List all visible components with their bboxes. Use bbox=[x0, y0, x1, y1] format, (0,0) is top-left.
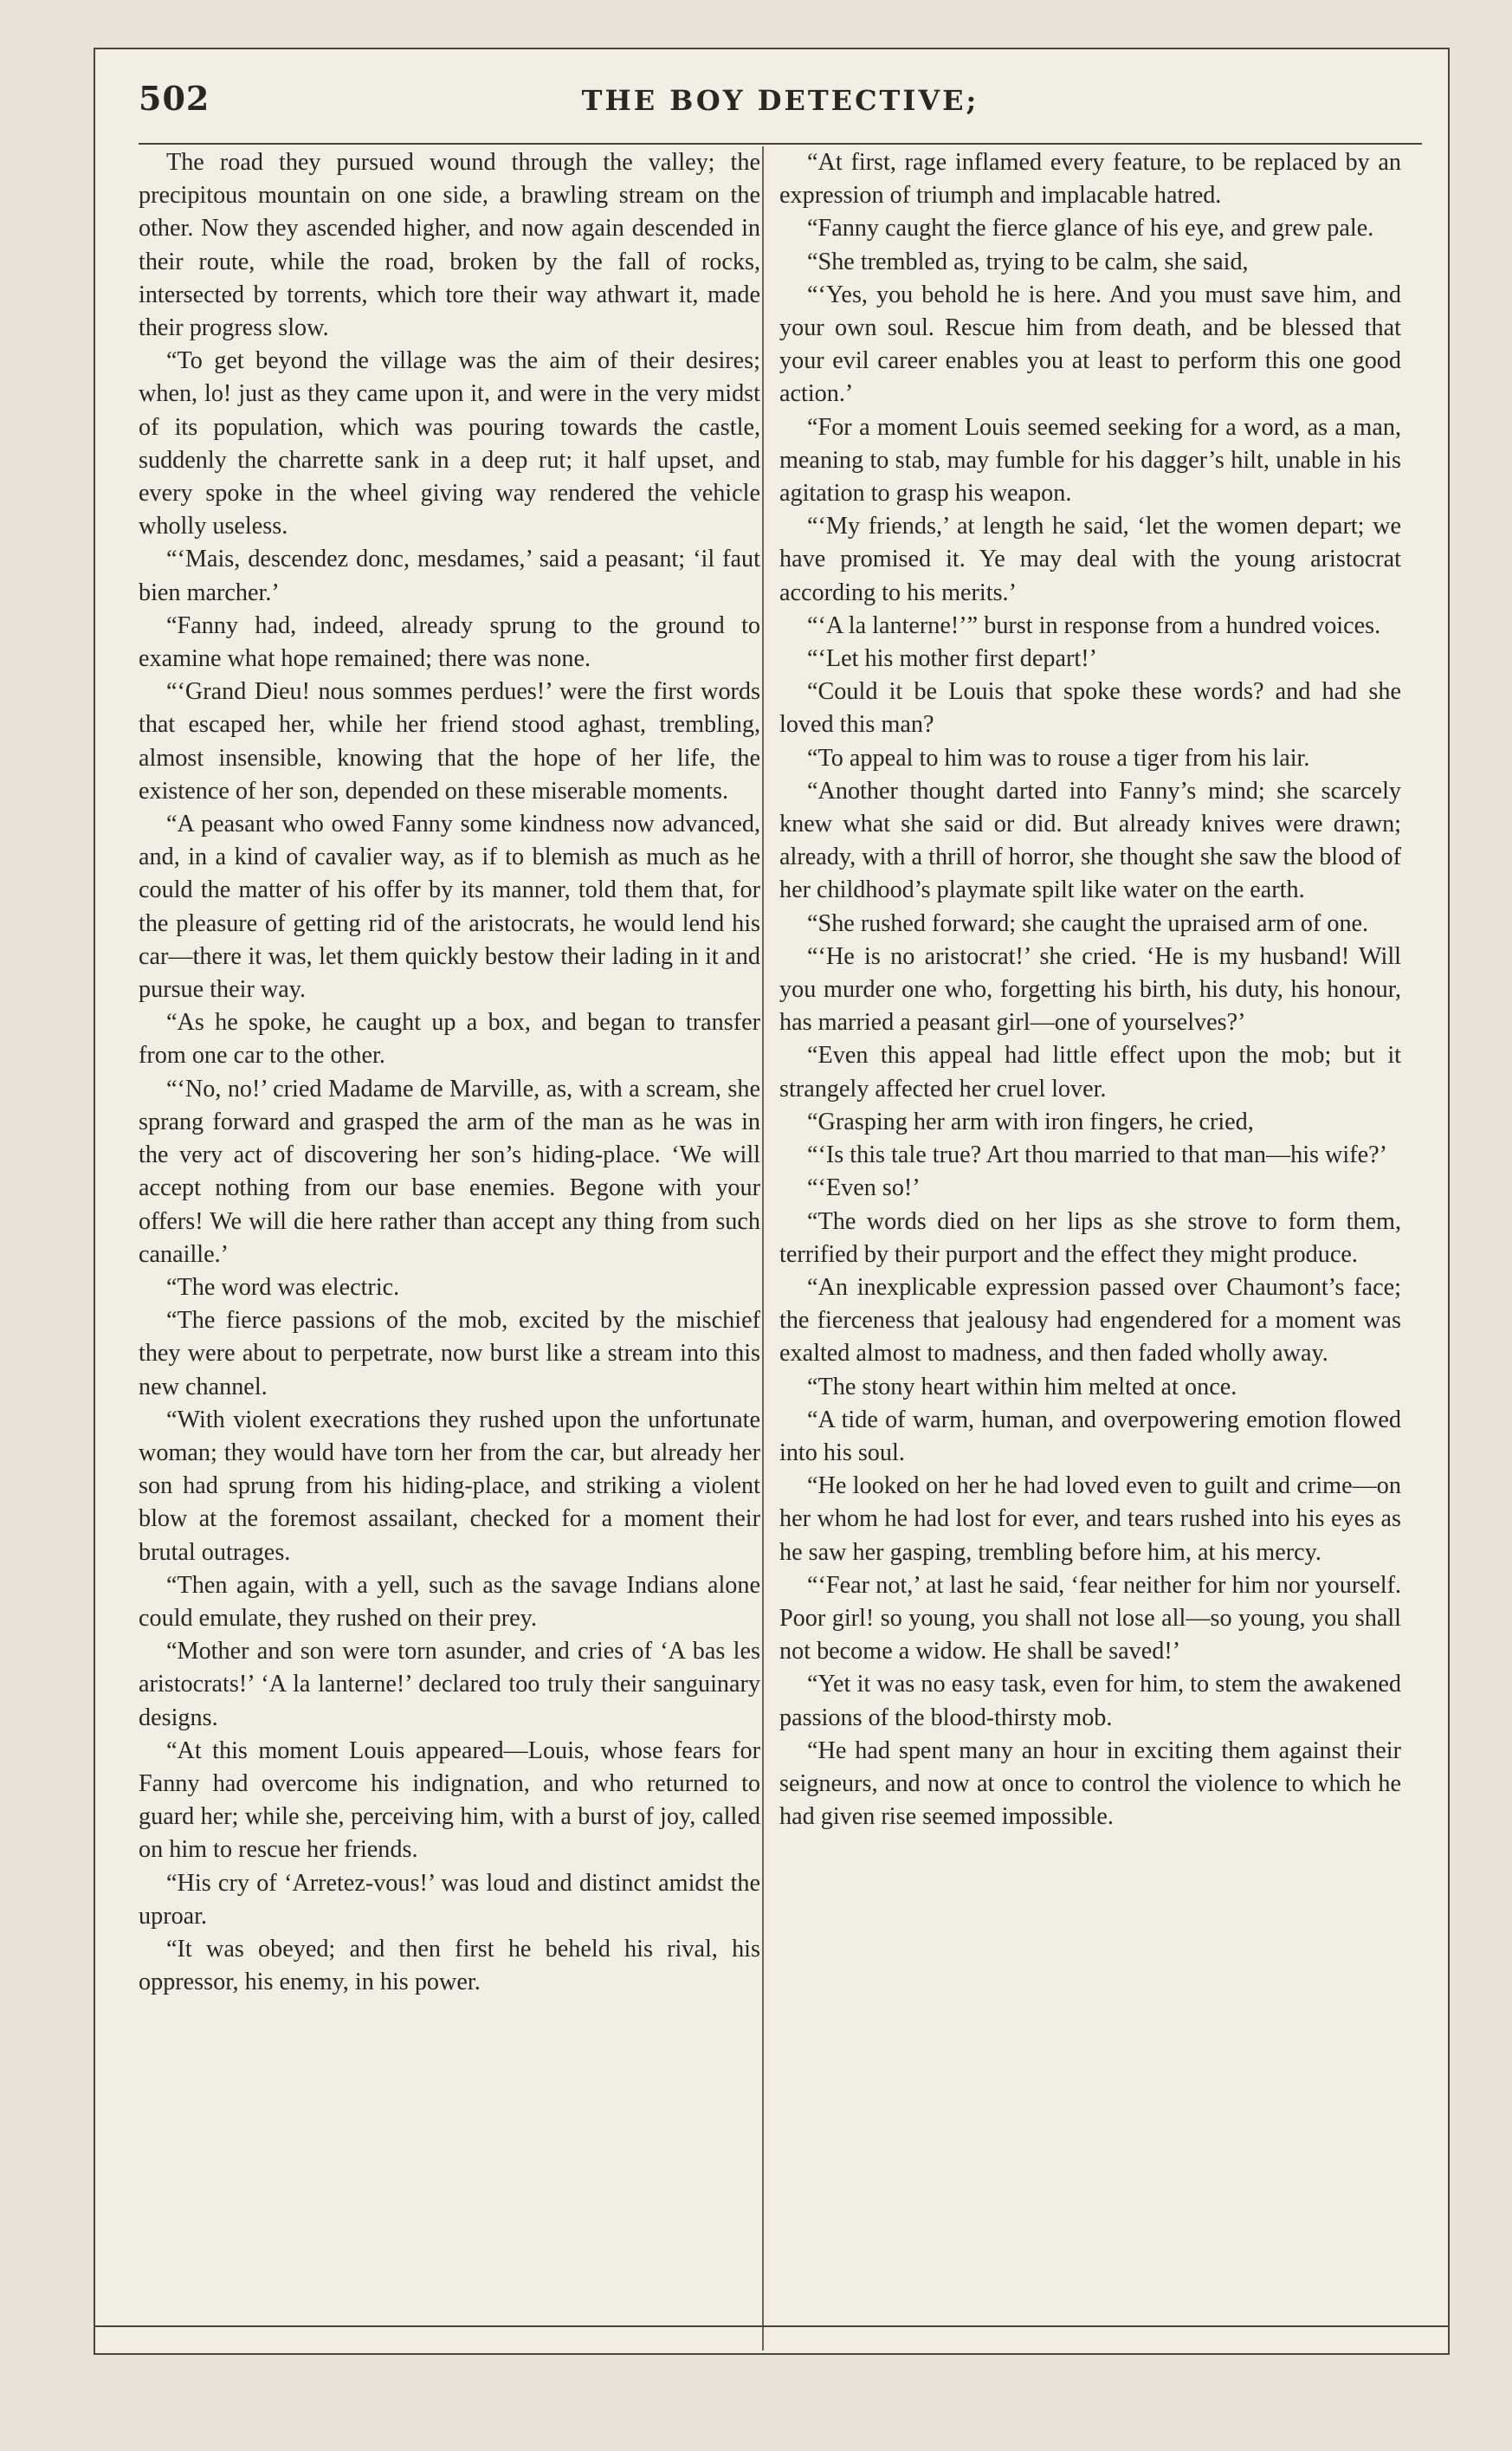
paragraph: “‘A la lanterne!’” burst in response from a hundred voices. bbox=[807, 611, 1381, 639]
paragraph: “For a moment Louis seemed seeking for a word, as a man, meaning to stab, may fumble for his dagger’s hilt, unable in his agitation to grasp his weapon. bbox=[779, 413, 1401, 508]
right-column bbox=[779, 146, 1401, 1833]
paragraph: “To get beyond the village was the aim of their desires; when, lo! just as they came upon it, and were in the very midst of its population, which was pouring towards the castle, suddenly the charrette sank in a deep rut; it half upset, and every spoke in the wheel giving way rendered the vehicle wholly useless. bbox=[139, 347, 760, 540]
column-divider bbox=[762, 146, 764, 2351]
paragraph: “Even this appeal had little effect upon the mob; but it strangely affected her cruel lover. bbox=[779, 1042, 1401, 1103]
paragraph: “The words died on her lips as she strove to form them, terrified by their purport and the effect they might produce. bbox=[779, 1207, 1401, 1268]
paragraph: “A tide of warm, human, and overpowering emotion flowed into his soul. bbox=[779, 1406, 1401, 1466]
paragraph: “The word was electric. bbox=[166, 1273, 400, 1301]
footer-rule bbox=[95, 2325, 1448, 2327]
paragraph: “Fanny had, indeed, already sprung to the ground to examine what hope remained; there was none. bbox=[139, 611, 760, 673]
paragraph: “At this moment Louis appeared—Louis, whose fears for Fanny had overcome his indignation, and who returned to guard her; while she, perceiving him, with a burst of joy, called on him to rescue her friends. bbox=[139, 1736, 760, 1864]
paragraph: “‘Grand Dieu! nous sommes perdues!’ were the first words that escaped her, while her friend stood aghast, trembling, almost insensible, knowing that the hope of her life, the existence of her son, depended on these miserable moments. bbox=[139, 678, 760, 805]
paragraph: The road they pursued wound through the valley; the precipitous mountain on one side, a brawling stream on the other. Now they ascended higher, and now again descended in their route, while the road, broken by the fall of rocks, intersected by torrents, which tore their way athwart it, made their progress slow. bbox=[139, 149, 760, 342]
paragraph: “He had spent many an hour in exciting them against their seigneurs, and now at once to control the violence to which he had given rise seemed impossible. bbox=[779, 1736, 1401, 1831]
paragraph: “She rushed forward; she caught the upraised arm of one. bbox=[807, 909, 1369, 937]
paragraph: “As he spoke, he caught up a box, and began to transfer from one car to the other. bbox=[139, 1009, 760, 1070]
paragraph: “‘Fear not,’ at last he said, ‘fear neither for him nor yourself. Poor girl! so young, you shall not lose all—so young, you shall not become a widow. He shall be saved!’ bbox=[779, 1571, 1401, 1665]
page-number: 502 bbox=[139, 79, 210, 118]
paragraph: “‘Mais, descendez donc, mesdames,’ said a peasant; ‘il faut bien marcher.’ bbox=[139, 546, 760, 606]
left-column bbox=[139, 146, 760, 1999]
paragraph: “It was obeyed; and then first he beheld his rival, his oppressor, his enemy, in his power. bbox=[139, 1935, 760, 1996]
running-title: THE BOY DETECTIVE; bbox=[581, 84, 979, 117]
paragraph: “With violent execrations they rushed upon the unfortunate woman; they would have torn her from the car, but already her son had sprung from his hiding-place, and striking a violent blow at the foremost assailant, checked for a moment their brutal outrages. bbox=[139, 1406, 760, 1566]
paragraph: “‘No, no!’ cried Madame de Marville, as, with a scream, she sprang forward and grasped the arm of the man as he was in the very act of discovering her son’s hiding-place. ‘We will accept nothing from our base enemies. Begone with your offers! We will die here rather than accept any thing from such canaille.’ bbox=[139, 1075, 760, 1268]
paragraph: “‘Yes, you behold he is here. And you must save him, and your own soul. Rescue him from death, and be blessed that your evil career enables you at least to perform this one good action.’ bbox=[779, 281, 1401, 408]
paragraph: “‘Even so!’ bbox=[807, 1174, 921, 1202]
page-header bbox=[139, 74, 1422, 145]
paragraph: “Then again, with a yell, such as the savage Indians alone could emulate, they rushed on their prey. bbox=[139, 1571, 760, 1632]
paragraph: “‘Is this tale true? Art thou married to that man—his wife?’ bbox=[807, 1141, 1388, 1169]
paragraph: “His cry of ‘Arretez-vous!’ was loud and distinct amidst the uproar. bbox=[139, 1869, 760, 1930]
paragraph: “Grasping her arm with iron fingers, he cried, bbox=[807, 1108, 1254, 1135]
paragraph: “‘He is no aristocrat!’ she cried. ‘He is my husband! Will you murder one who, forgetting his birth, his duty, his honour, has married a peasant girl—one of yourselves?’ bbox=[779, 942, 1401, 1037]
paragraph: “‘My friends,’ at length he said, ‘let the women depart; we have promised it. Ye may deal with the young aristocrat according to his merits.’ bbox=[779, 513, 1401, 606]
paragraph: “The stony heart within him melted at once. bbox=[807, 1373, 1237, 1400]
paragraph: “Mother and son were torn asunder, and cries of ‘A bas les aristocrats!’ ‘A la lanterne!’ declared too truly their sanguinary designs. bbox=[139, 1638, 760, 1731]
paragraph: “Yet it was no easy task, even for him, to stem the awakened passions of the blood-thirsty mob. bbox=[779, 1671, 1401, 1731]
paragraph: “Could it be Louis that spoke these words? and had she loved this man? bbox=[779, 678, 1401, 739]
book-page bbox=[94, 48, 1450, 2355]
paragraph: “At first, rage inflamed every feature, to be replaced by an expression of triumph and implacable hatred. bbox=[779, 149, 1401, 210]
paragraph: “He looked on her he had loved even to guilt and crime—on her whom he had lost for ever, and tears rushed into his eyes as he saw her gasping, trembling before him, at his mercy. bbox=[779, 1472, 1401, 1566]
paragraph: “She trembled as, trying to be calm, she said, bbox=[807, 248, 1249, 275]
paragraph: “Fanny caught the fierce glance of his eye, and grew pale. bbox=[807, 215, 1374, 243]
paragraph: “To appeal to him was to rouse a tiger from his lair. bbox=[807, 744, 1310, 772]
paragraph: “A peasant who owed Fanny some kindness now advanced, and, in a kind of cavalier way, as if to blemish as much as he could the matter of his offer by its manner, told them that, for the pleasure of getting rid of the aristocrats, he would lend his car—there it was, let them quickly bestow their lading in it and pursue their way. bbox=[139, 811, 760, 1004]
paragraph: “The fierce passions of the mob, excited by the mischief they were about to perpetrate, now burst like a stream into this new channel. bbox=[139, 1307, 760, 1400]
paragraph: “Another thought darted into Fanny’s mind; she scarcely knew what she said or did. But already knives were drawn; already, with a thrill of horror, she thought she saw the blood of her childhood’s playmate spilt like water on the earth. bbox=[779, 777, 1401, 904]
paragraph: “An inexplicable expression passed over Chaumont’s face; the fierceness that jealousy had engendered for a moment was exalted almost to madness, and then faded wholly away. bbox=[779, 1273, 1401, 1368]
paragraph: “‘Let his mother first depart!’ bbox=[807, 645, 1097, 673]
